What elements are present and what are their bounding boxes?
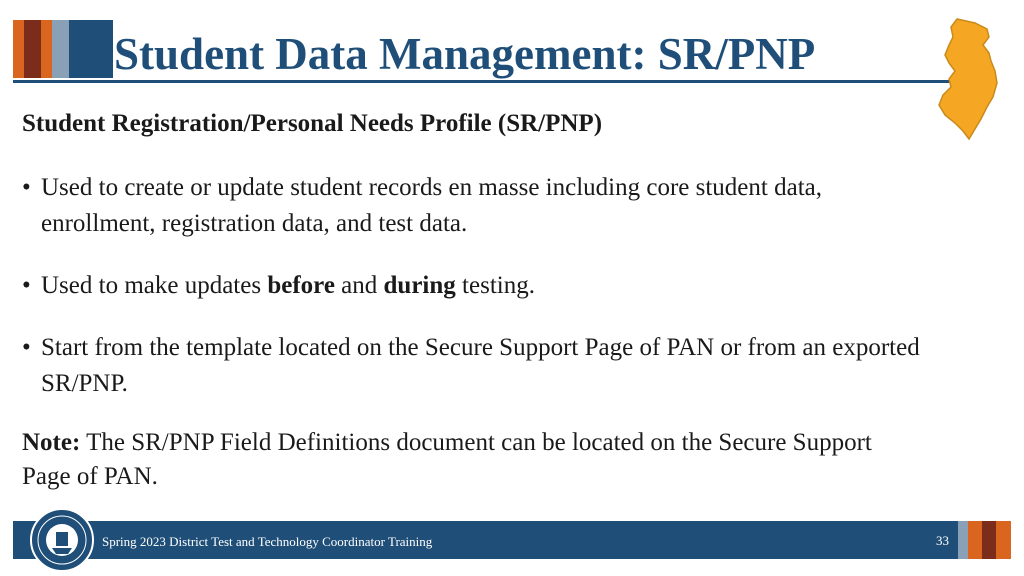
bullet-marker: • <box>22 174 31 201</box>
bullet-bold-before: before <box>267 272 335 299</box>
bullet-item <box>22 330 922 402</box>
header-color-stripes <box>13 20 113 78</box>
bullet-text-pre: Used to make updates <box>41 272 268 299</box>
bullet-marker: • <box>22 272 31 299</box>
bullet-item <box>22 170 922 242</box>
bullet-list <box>22 170 922 428</box>
bullet-marker: • <box>22 334 31 361</box>
slide-title: Student Data Management: SR/PNP <box>114 29 816 79</box>
bullet-text: Used to create or update student records en masse including core student data, enrollment, registration data, and test data. <box>41 174 822 237</box>
nj-department-of-education-seal <box>30 508 94 572</box>
bullet-text-post: testing. <box>455 272 535 299</box>
page-number: 33 <box>936 533 949 548</box>
note-text: The SR/PNP Field Definitions document can be located on the Secure Support Page of PAN. <box>22 429 872 490</box>
footer-text: Spring 2023 District Test and Technology Coordinator Training <box>102 534 433 549</box>
note-paragraph <box>22 426 922 494</box>
bullet-text: Start from the template located on the Secure Support Page of PAN or from an exported SR/PNP. <box>41 334 920 397</box>
new-jersey-map-icon <box>935 15 1005 143</box>
bullet-text-mid: and <box>334 272 384 299</box>
footer-color-stripes <box>958 521 1011 559</box>
slide-subtitle: Student Registration/Personal Needs Profile (SR/PNP) <box>22 110 603 137</box>
bullet-bold-during: during <box>383 272 456 299</box>
note-label: Note: <box>22 429 81 456</box>
title-underline <box>13 80 963 83</box>
bullet-item <box>22 268 922 304</box>
